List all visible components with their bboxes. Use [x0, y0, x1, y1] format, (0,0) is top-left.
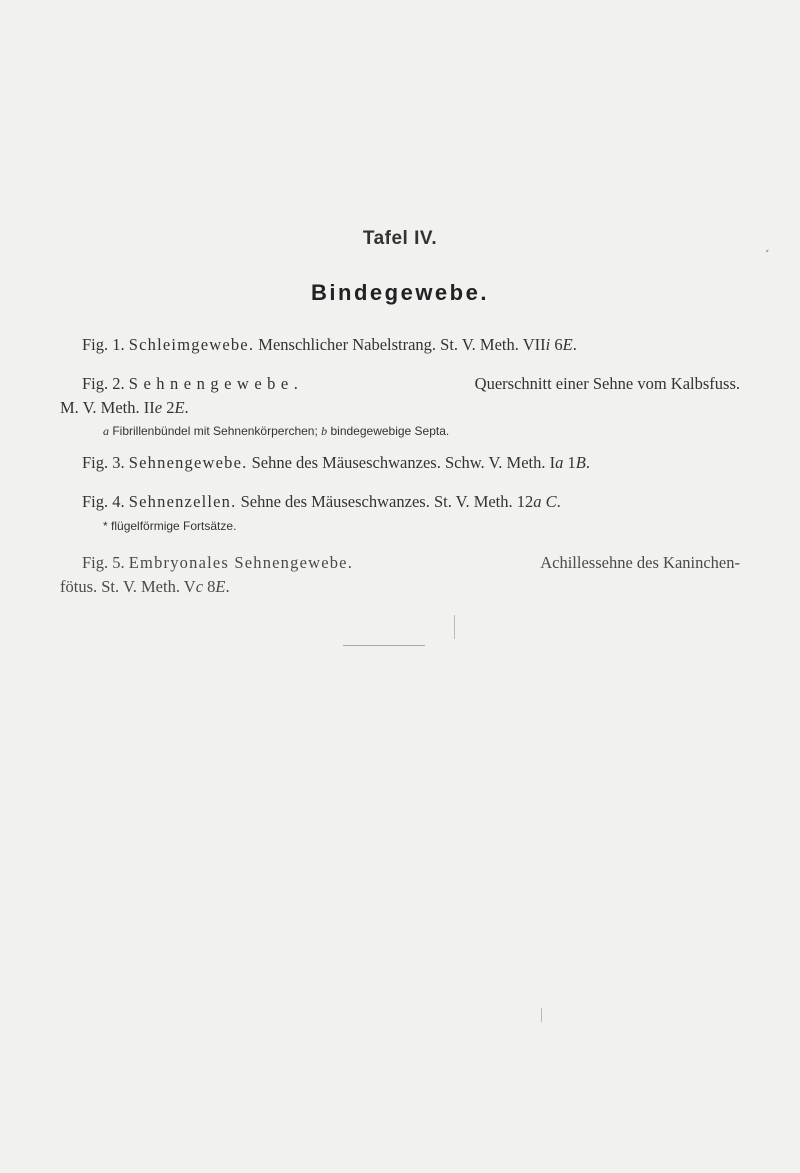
fig-1-end: .	[572, 335, 577, 354]
caption-fig-5	[60, 551, 740, 599]
fig-4-mag-unit: C	[545, 492, 557, 511]
fig-4-name: Sehnenzellen.	[128, 492, 237, 511]
fig-2-method-suffix: e	[154, 398, 163, 417]
fig-3-end: .	[585, 453, 590, 472]
fig-2-end: .	[184, 398, 189, 417]
fig-4-legend	[103, 519, 236, 533]
fig-3-method-suffix: a	[555, 453, 564, 472]
fig-5-label: Fig. 5.	[82, 553, 125, 572]
fig-1-text: Menschlicher Nabelstrang. St. V. Meth. VII	[258, 335, 546, 354]
caption-fig-1	[60, 333, 740, 357]
fig-3-text: Sehne des Mäuseschwanzes. Schw. V. Meth. I	[251, 453, 556, 472]
fig-1-mag-unit: E	[562, 335, 573, 354]
fig-4-legend-key: *	[103, 519, 108, 533]
fig-5-line-2: fötus. St. V. Meth. V	[60, 577, 196, 596]
fig-2-legend-b: bindegewebige Septa.	[330, 424, 450, 438]
section-title: Bindegewebe.	[311, 280, 489, 305]
fig-4-method-suffix: a	[533, 492, 542, 511]
fig-3-name: Sehnengewebe.	[128, 453, 248, 472]
fig-2-mag-unit: E	[174, 398, 185, 417]
fig-1-method-suffix: i	[545, 335, 551, 354]
fig-5-text: Achillessehne des Kaninchen-	[540, 553, 740, 572]
fig-2-line-2: M. V. Meth. II	[60, 398, 155, 417]
fig-2-text: Querschnitt einer Sehne vom Kalbsfuss.	[474, 374, 740, 393]
fig-4-label: Fig. 4.	[82, 492, 125, 511]
fig-2-legend	[103, 424, 449, 439]
fig-3-mag-unit: B	[575, 453, 586, 472]
caption-fig-3	[60, 451, 740, 475]
fig-5-name: Embryonales Sehnengewebe.	[128, 553, 354, 572]
fig-1-mag: 6	[554, 335, 563, 354]
fig-4-text: Sehne des Mäuseschwanzes. St. V. Meth.	[240, 492, 513, 511]
corner-mark: ⸗	[766, 246, 769, 255]
fig-2-legend-a-key: a	[103, 424, 109, 438]
fig-5-method-suffix: c	[195, 577, 204, 596]
plate-title: Tafel IV.	[362, 228, 438, 249]
paper-speck	[541, 1008, 542, 1022]
fig-4-legend-text: flügelförmige Fortsätze.	[111, 519, 237, 533]
fig-4-method: 12	[516, 492, 534, 511]
fig-3-mag: 1	[567, 453, 576, 472]
fig-5-mag: 8	[207, 577, 216, 596]
fig-4-end: .	[556, 492, 561, 511]
fig-1-label: Fig. 1.	[82, 335, 125, 354]
fig-2-legend-b-key: b	[321, 424, 328, 438]
fig-2-legend-a: Fibrillenbündel mit Sehnenkörperchen;	[112, 424, 318, 438]
caption-fig-2	[60, 372, 740, 420]
fig-3-label: Fig. 3.	[82, 453, 125, 472]
fig-5-end: .	[225, 577, 230, 596]
divider-rule	[343, 645, 425, 646]
fig-2-mag: 2	[166, 398, 175, 417]
caption-fig-4	[60, 490, 740, 514]
fig-1-name: Schleimgewebe.	[128, 335, 255, 354]
fig-2-name: Sehnengewebe.	[128, 374, 304, 393]
fig-5-mag-unit: E	[215, 577, 226, 596]
paper-speck	[454, 615, 455, 639]
fig-2-label: Fig. 2.	[82, 374, 125, 393]
